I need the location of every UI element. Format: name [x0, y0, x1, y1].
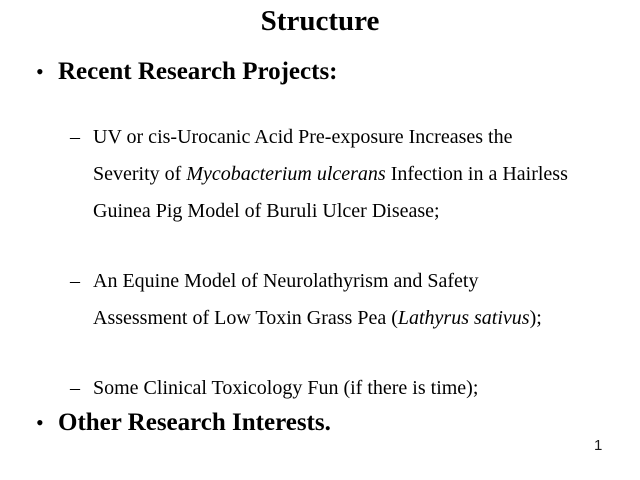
dash-icon: – [70, 270, 80, 292]
text-line-1 [70, 119, 568, 156]
sub-bullet-equine-neurolathyrism [70, 263, 542, 337]
text-line-2 [70, 156, 568, 193]
text-segment: Assessment of Low Toxin Grass Pea ( [93, 307, 398, 329]
slide-title: Structure [260, 5, 380, 37]
text-segment: UV or cis-Urocanic Acid Pre-exposure Increases the [93, 126, 513, 148]
bullet-recent-research-projects [36, 55, 338, 89]
bullet-icon: • [36, 410, 44, 435]
text-line-2 [70, 300, 542, 337]
text-segment: An Equine Model of Neurolathyrism and Safety [93, 270, 479, 292]
sub-bullet-uv-urocanic [70, 119, 568, 230]
dash-icon: – [70, 377, 80, 399]
bullet-other-research-interests [36, 406, 331, 440]
text-segment-italic-species: Lathyrus sativus [397, 307, 530, 329]
text-segment: Infection in a Hairless [385, 163, 568, 185]
bullet-other-label: Other Research Interests. [58, 409, 331, 436]
text-segment: Some Clinical Toxicology Fun (if there is time); [93, 377, 479, 399]
text-segment-italic-species: Mycobacterium ulcerans [186, 163, 386, 185]
text-segment: ); [529, 307, 542, 329]
bullet-icon: • [36, 59, 44, 84]
slide-page-number: 1 [594, 437, 603, 454]
sub-bullet-clinical-toxicology [70, 370, 478, 407]
text-line-1 [70, 263, 542, 300]
text-segment: Severity of [93, 163, 187, 185]
text-segment: Guinea Pig Model of Buruli Ulcer Disease; [93, 200, 440, 222]
text-line-1 [70, 370, 478, 407]
bullet-recent-label: Recent Research Projects: [58, 58, 338, 85]
dash-icon: – [70, 126, 80, 148]
text-line-3 [70, 193, 568, 230]
